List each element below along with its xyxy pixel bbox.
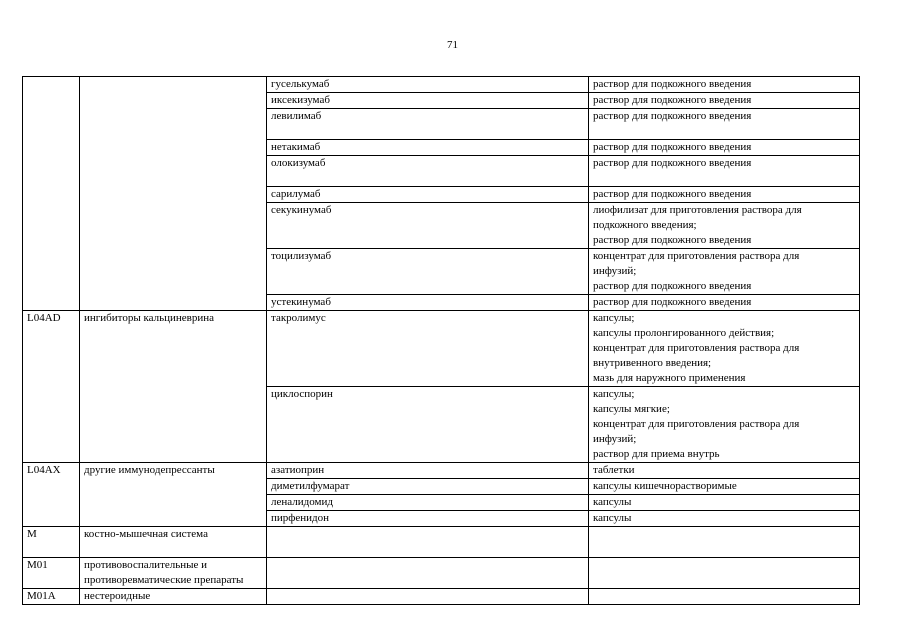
drug-name-cell [267, 527, 589, 558]
dosage-form: раствор для подкожного введения [593, 296, 752, 308]
dosage-form-cell [589, 511, 860, 527]
atc-code-cell: M01 [23, 558, 80, 589]
table-row [23, 311, 860, 387]
drug-name-cell: такролимус [267, 311, 589, 387]
dosage-form: концентрат для приготовления раствора для [593, 342, 800, 354]
drug-name-cell: сарилумаб [267, 187, 589, 203]
atc-code-cell: M [23, 527, 80, 558]
drug-name-cell: циклоспорин [267, 387, 589, 463]
dosage-form-cell [589, 93, 860, 109]
dosage-form: внутривенного введения; [593, 357, 712, 369]
dosage-form-cell [589, 387, 860, 463]
dosage-form: капсулы; [593, 388, 635, 400]
dosage-form: капсулы кишечнорастворимые [593, 480, 737, 492]
atc-group-cell: нестероидные [80, 589, 267, 605]
dosage-form: капсулы пролонгированного действия; [593, 327, 775, 339]
drug-name-cell: нетакимаб [267, 140, 589, 156]
atc-group-cell: другие иммунодепрессанты [80, 463, 267, 527]
drug-name-cell [267, 558, 589, 589]
dosage-form: капсулы; [593, 312, 635, 324]
dosage-form-cell [589, 495, 860, 511]
dosage-form: концентрат для приготовления раствора для [593, 250, 800, 262]
drug-name-cell: гуселькумаб [267, 77, 589, 93]
dosage-form-cell [589, 187, 860, 203]
table-row [23, 527, 860, 558]
atc-code-cell: L04AX [23, 463, 80, 527]
dosage-form: раствор для подкожного введения [593, 110, 752, 122]
dosage-form: капсулы [593, 512, 632, 524]
dosage-form-cell [589, 589, 860, 605]
dosage-form-cell [589, 558, 860, 589]
drug-name-cell: секукинумаб [267, 203, 589, 249]
dosage-form: лиофилизат для приготовления раствора для [593, 204, 802, 216]
atc-group-cell: противовоспалительные и противоревматические препараты [80, 558, 267, 589]
drug-table [22, 76, 860, 605]
dosage-form: подкожного введения; [593, 219, 697, 231]
dosage-form-cell [589, 109, 860, 140]
drug-name-cell: олокизумаб [267, 156, 589, 187]
dosage-form-cell [589, 479, 860, 495]
dosage-form: раствор для подкожного введения [593, 188, 752, 200]
dosage-form: капсулы [593, 496, 632, 508]
atc-group-cell [80, 77, 267, 311]
dosage-form: таблетки [593, 464, 635, 476]
drug-name-cell: азатиоприн [267, 463, 589, 479]
table-row [23, 589, 860, 605]
dosage-form-cell [589, 463, 860, 479]
dosage-form-cell [589, 203, 860, 249]
drug-name-cell: диметилфумарат [267, 479, 589, 495]
dosage-form: мазь для наружного применения [593, 372, 746, 384]
dosage-form: концентрат для приготовления раствора для [593, 418, 800, 430]
atc-code-cell [23, 77, 80, 311]
drug-name-cell: устекинумаб [267, 295, 589, 311]
drug-name-cell: леналидомид [267, 495, 589, 511]
dosage-form: раствор для подкожного введения [593, 141, 752, 153]
drug-name-cell: иксекизумаб [267, 93, 589, 109]
dosage-form: раствор для подкожного введения [593, 94, 752, 106]
table-row [23, 463, 860, 479]
page-number: 71 [447, 39, 458, 51]
dosage-form-cell [589, 295, 860, 311]
atc-code-cell: M01A [23, 589, 80, 605]
table-row [23, 77, 860, 93]
dosage-form: инфузий; [593, 433, 637, 445]
drug-name-cell: тоцилизумаб [267, 249, 589, 295]
dosage-form: раствор для подкожного введения [593, 78, 752, 90]
drug-name-cell: левилимаб [267, 109, 589, 140]
dosage-form-cell [589, 140, 860, 156]
dosage-form-cell [589, 527, 860, 558]
dosage-form: раствор для подкожного введения [593, 234, 752, 246]
atc-group-cell: ингибиторы кальциневрина [80, 311, 267, 463]
dosage-form-cell [589, 311, 860, 387]
dosage-form: инфузий; [593, 265, 637, 277]
atc-group-cell: костно-мышечная система [80, 527, 267, 558]
dosage-form: раствор для приема внутрь [593, 448, 720, 460]
drug-name-cell [267, 589, 589, 605]
dosage-form-cell [589, 249, 860, 295]
atc-code-cell: L04AD [23, 311, 80, 463]
dosage-form-cell [589, 77, 860, 93]
dosage-form: раствор для подкожного введения [593, 157, 752, 169]
table-row [23, 558, 860, 589]
dosage-form: капсулы мягкие; [593, 403, 670, 415]
dosage-form: раствор для подкожного введения [593, 280, 752, 292]
drug-name-cell: пирфенидон [267, 511, 589, 527]
dosage-form-cell [589, 156, 860, 187]
